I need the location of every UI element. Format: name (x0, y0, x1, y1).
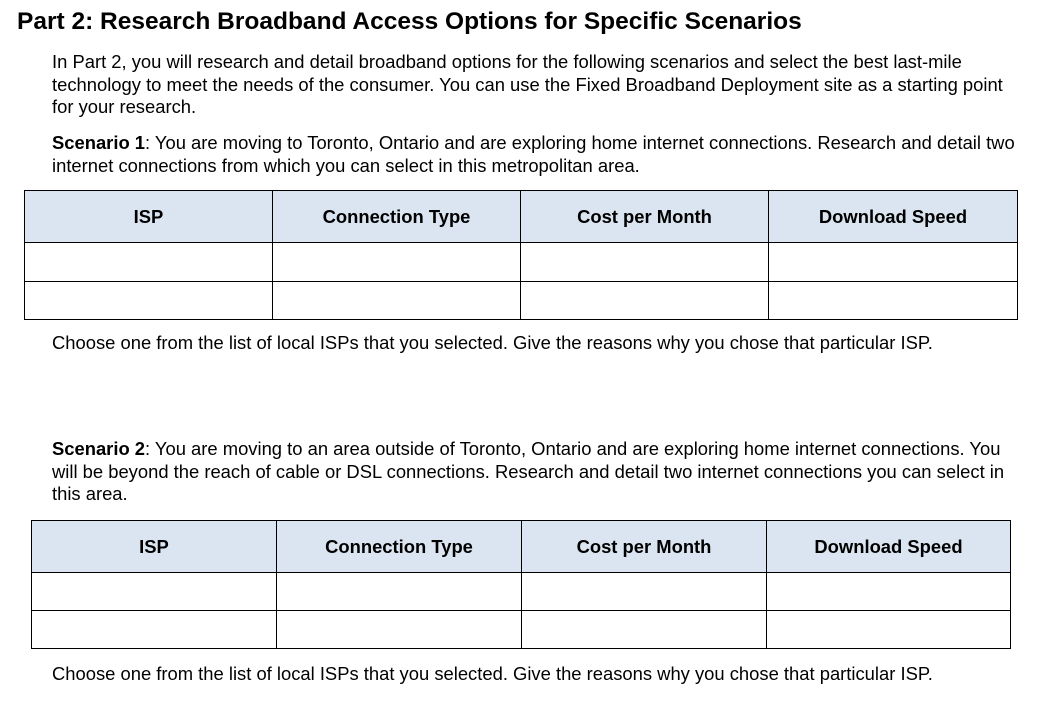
table-cell-connection-type[interactable] (277, 573, 522, 611)
table-cell-cost-per-month[interactable] (521, 243, 769, 282)
table-cell-isp[interactable] (32, 573, 277, 611)
scenario-1-text: : You are moving to Toronto, Ontario and are exploring home internet connections. Research and detail two internet connections from which you can select in this metropolitan area. (52, 132, 1015, 176)
table-cell-download-speed[interactable] (769, 243, 1018, 282)
table-row (32, 573, 1011, 611)
scenario-1-table (24, 190, 1018, 320)
column-header-connection-type: Connection Type (277, 521, 522, 573)
column-header-connection-type: Connection Type (273, 191, 521, 243)
scenario-2-description (52, 438, 1027, 506)
table-cell-download-speed[interactable] (769, 282, 1018, 320)
column-header-download-speed: Download Speed (767, 521, 1011, 573)
column-header-isp: ISP (25, 191, 273, 243)
table-cell-download-speed[interactable] (767, 573, 1011, 611)
table-cell-isp[interactable] (25, 243, 273, 282)
table-cell-connection-type[interactable] (277, 611, 522, 649)
scenario-2-table (31, 520, 1011, 649)
table-cell-cost-per-month[interactable] (522, 611, 767, 649)
table-cell-connection-type[interactable] (273, 243, 521, 282)
table-row (25, 243, 1018, 282)
part-title: Part 2: Research Broadband Access Options for Specific Scenarios (17, 8, 802, 35)
table-cell-cost-per-month[interactable] (522, 573, 767, 611)
scenario-1-description (52, 132, 1027, 177)
scenario-2-label: Scenario 2 (52, 438, 146, 459)
scenario-2-instruction: Choose one from the list of local ISPs that you selected. Give the reasons why you chose that particular ISP. (52, 663, 933, 684)
table-header-row (25, 191, 1018, 243)
scenario-2-text: : You are moving to an area outside of Toronto, Ontario and are exploring home internet connections. You will be beyond the reach of cable or DSL connections. Research and detail two internet connections you can select in this area. (52, 438, 1005, 504)
column-header-cost-per-month: Cost per Month (522, 521, 767, 573)
column-header-isp: ISP (32, 521, 277, 573)
table-cell-connection-type[interactable] (273, 282, 521, 320)
table-cell-isp[interactable] (25, 282, 273, 320)
table-cell-download-speed[interactable] (767, 611, 1011, 649)
table-header-row (32, 521, 1011, 573)
table-row (25, 282, 1018, 320)
table-cell-isp[interactable] (32, 611, 277, 649)
column-header-download-speed: Download Speed (769, 191, 1018, 243)
table-row (32, 611, 1011, 649)
scenario-1-label: Scenario 1 (52, 132, 146, 153)
part-intro: In Part 2, you will research and detail broadband options for the following scenarios and select the best last-mile technology to meet the needs of the consumer. You can use the Fixed Broadband Deployment site as a starting point for your research. (52, 51, 1003, 117)
scenario-1-instruction: Choose one from the list of local ISPs that you selected. Give the reasons why you chose that particular ISP. (52, 332, 933, 353)
column-header-cost-per-month: Cost per Month (521, 191, 769, 243)
table-cell-cost-per-month[interactable] (521, 282, 769, 320)
